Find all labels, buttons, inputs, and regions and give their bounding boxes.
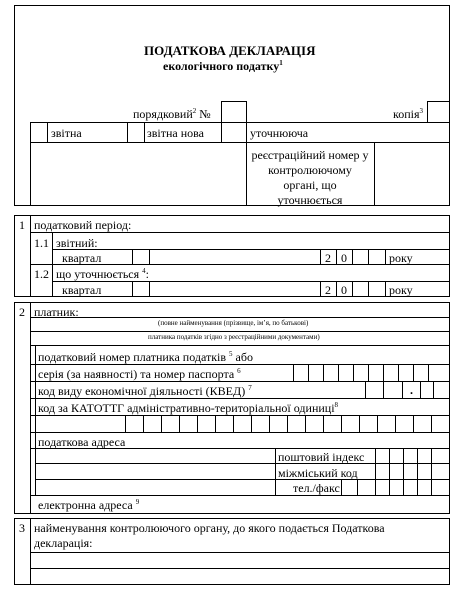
katottg-cell-border xyxy=(431,415,432,432)
ordinal-label: порядковий$^2$ № xyxy=(133,107,211,121)
row-inner-border xyxy=(35,345,36,495)
passport-cell-border xyxy=(383,364,384,381)
address-cell-border xyxy=(417,448,418,495)
section3-title-line1: найменування контролюючого органу, до якого подається Податкова xyxy=(34,521,385,535)
katottg-cell-border xyxy=(233,415,234,432)
katottg-cell-border xyxy=(395,415,396,432)
period-1-2-number: 1.2 xyxy=(34,267,49,281)
tax-address-label: податкова адреса xyxy=(38,435,126,449)
type-clarifying-label: уточнююча xyxy=(250,126,309,140)
katottg-cell-border xyxy=(341,415,342,432)
passport-cell-border xyxy=(368,364,369,381)
quarter-label: квартал xyxy=(62,283,102,297)
year-digit-2: 2 xyxy=(325,283,331,297)
quarter-cell-border xyxy=(149,281,150,297)
kved-label: код виду економічної діяльності (КВЕД) $^7$ xyxy=(38,384,252,398)
katottg-cell-border xyxy=(359,415,360,432)
address-cell-border xyxy=(403,448,404,495)
address-cell-border xyxy=(431,448,432,495)
phone-cell-border xyxy=(341,479,342,495)
katottg-cell-border xyxy=(179,415,180,432)
year-cell-border xyxy=(385,249,386,264)
passport-label: серія (за наявності) та номер паспорта $^6$ xyxy=(38,367,241,381)
section-number-divider xyxy=(30,215,31,297)
section2-line xyxy=(35,479,450,480)
section2-line xyxy=(30,331,450,332)
declaration-subtitle: екологічного податку$^1$ xyxy=(163,59,283,73)
section2-line xyxy=(30,317,450,318)
section1-line xyxy=(52,249,450,250)
quarter-label: квартал xyxy=(62,251,102,265)
section2-title: платник: xyxy=(34,305,79,319)
katottg-cell-border xyxy=(377,415,378,432)
katottg-cell-border xyxy=(269,415,270,432)
year-digit-0: 0 xyxy=(341,283,347,297)
period-1-2-label: що уточнюється $^4$: xyxy=(56,267,149,281)
section-number-divider xyxy=(30,302,31,514)
phone-cell-border xyxy=(357,479,358,495)
type-row-divider xyxy=(127,122,128,142)
section2-line xyxy=(30,432,450,433)
section3-line xyxy=(30,568,450,569)
kved-cell-border xyxy=(420,381,421,398)
passport-cell-border xyxy=(353,364,354,381)
tax-number-label: податковий номер платника податків $^5$ або xyxy=(38,350,253,364)
passport-cell-border xyxy=(413,364,414,381)
type-row-bottom-line xyxy=(30,142,450,143)
section1-line xyxy=(30,232,450,233)
ordinal-checkbox[interactable] xyxy=(221,101,247,123)
type-reporting-label: звітна xyxy=(51,126,82,140)
type-row-divider xyxy=(221,122,222,142)
passport-cell-border xyxy=(323,364,324,381)
section3-line xyxy=(30,552,450,553)
quarter-cell-border xyxy=(132,249,133,264)
type-row-top-line xyxy=(30,122,450,123)
address-cell-border xyxy=(389,448,390,495)
section2-line xyxy=(30,415,450,416)
katottg-cell-border xyxy=(197,415,198,432)
year-digit-2: 2 xyxy=(325,251,331,265)
year-suffix: року xyxy=(389,251,413,265)
section1-title: податковий період: xyxy=(34,218,132,232)
passport-cell-border xyxy=(338,364,339,381)
year-cell-border xyxy=(352,281,353,297)
kved-cell-border xyxy=(433,381,434,398)
katottg-cell-border xyxy=(305,415,306,432)
payer-name-hint: платника податків згідно з реєстраційними документами) xyxy=(148,333,320,341)
type-row-divider xyxy=(144,122,145,142)
passport-cell-border xyxy=(293,364,294,381)
intercity-code-label: міжміський код xyxy=(278,466,358,480)
year-suffix: року xyxy=(389,283,413,297)
katottg-cell-border xyxy=(323,415,324,432)
kved-dot: . xyxy=(410,383,413,397)
section2-line xyxy=(30,364,450,365)
type-row-divider xyxy=(374,142,375,206)
section3-title-line2: декларація: xyxy=(34,536,93,550)
section1-line xyxy=(52,281,450,282)
year-cell-border xyxy=(352,249,353,264)
section2-line xyxy=(30,495,450,496)
type-row-divider xyxy=(246,122,247,206)
phone-fax-label: тел./факс xyxy=(293,481,340,495)
period-1-1-number: 1.1 xyxy=(34,236,49,250)
copy-label: копія$^3$ xyxy=(393,107,423,121)
katottg-cell-border xyxy=(125,415,126,432)
section3-number: 3 xyxy=(19,521,25,535)
section2-line xyxy=(30,381,450,382)
email-label: електронна адреса $^9$ xyxy=(38,498,140,512)
passport-cell-border xyxy=(308,364,309,381)
address-right-divider xyxy=(375,448,376,495)
kved-cell-border xyxy=(383,381,384,398)
section1-number: 1 xyxy=(19,218,25,232)
declaration-title: ПОДАТКОВА ДЕКЛАРАЦІЯ xyxy=(144,43,316,58)
quarter-cell-border xyxy=(149,249,150,264)
kved-cell-border xyxy=(365,381,366,398)
passport-cell-border xyxy=(428,364,429,381)
kved-cell-border xyxy=(402,381,403,398)
katottg-cell-border xyxy=(251,415,252,432)
address-right-divider xyxy=(275,448,276,495)
section2-line xyxy=(30,448,450,449)
reg-number-label: реєстраційний номер у контролюючому органі, що уточнюється xyxy=(251,148,369,207)
section2-line xyxy=(35,463,450,464)
katottg-cell-border xyxy=(287,415,288,432)
katottg-cell-border xyxy=(161,415,162,432)
payer-name-hint: (повне найменування (прізвище, ім’я, по батькові) xyxy=(158,319,309,327)
passport-cell-border xyxy=(398,364,399,381)
katottg-label: код за КАТОТТГ адміністративно-територіальної одиниці$^8$ xyxy=(38,401,339,415)
type-row-divider xyxy=(30,122,31,206)
year-cell-border xyxy=(385,281,386,297)
section2-number: 2 xyxy=(19,305,25,319)
year-cell-border xyxy=(368,249,369,264)
katottg-cell-border xyxy=(413,415,414,432)
katottg-cell-border xyxy=(215,415,216,432)
year-cell-border xyxy=(368,281,369,297)
type-new-reporting-label: звітна нова xyxy=(147,126,204,140)
period-1-1-label: звітний: xyxy=(56,236,98,250)
katottg-cell-border xyxy=(143,415,144,432)
copy-checkbox[interactable] xyxy=(427,101,450,123)
section2-line xyxy=(30,345,450,346)
type-row-divider xyxy=(47,122,48,142)
postal-code-label: поштовий індекс xyxy=(278,450,365,464)
quarter-cell-border xyxy=(132,281,133,297)
section2-line xyxy=(30,398,450,399)
year-digit-0: 0 xyxy=(341,251,347,265)
